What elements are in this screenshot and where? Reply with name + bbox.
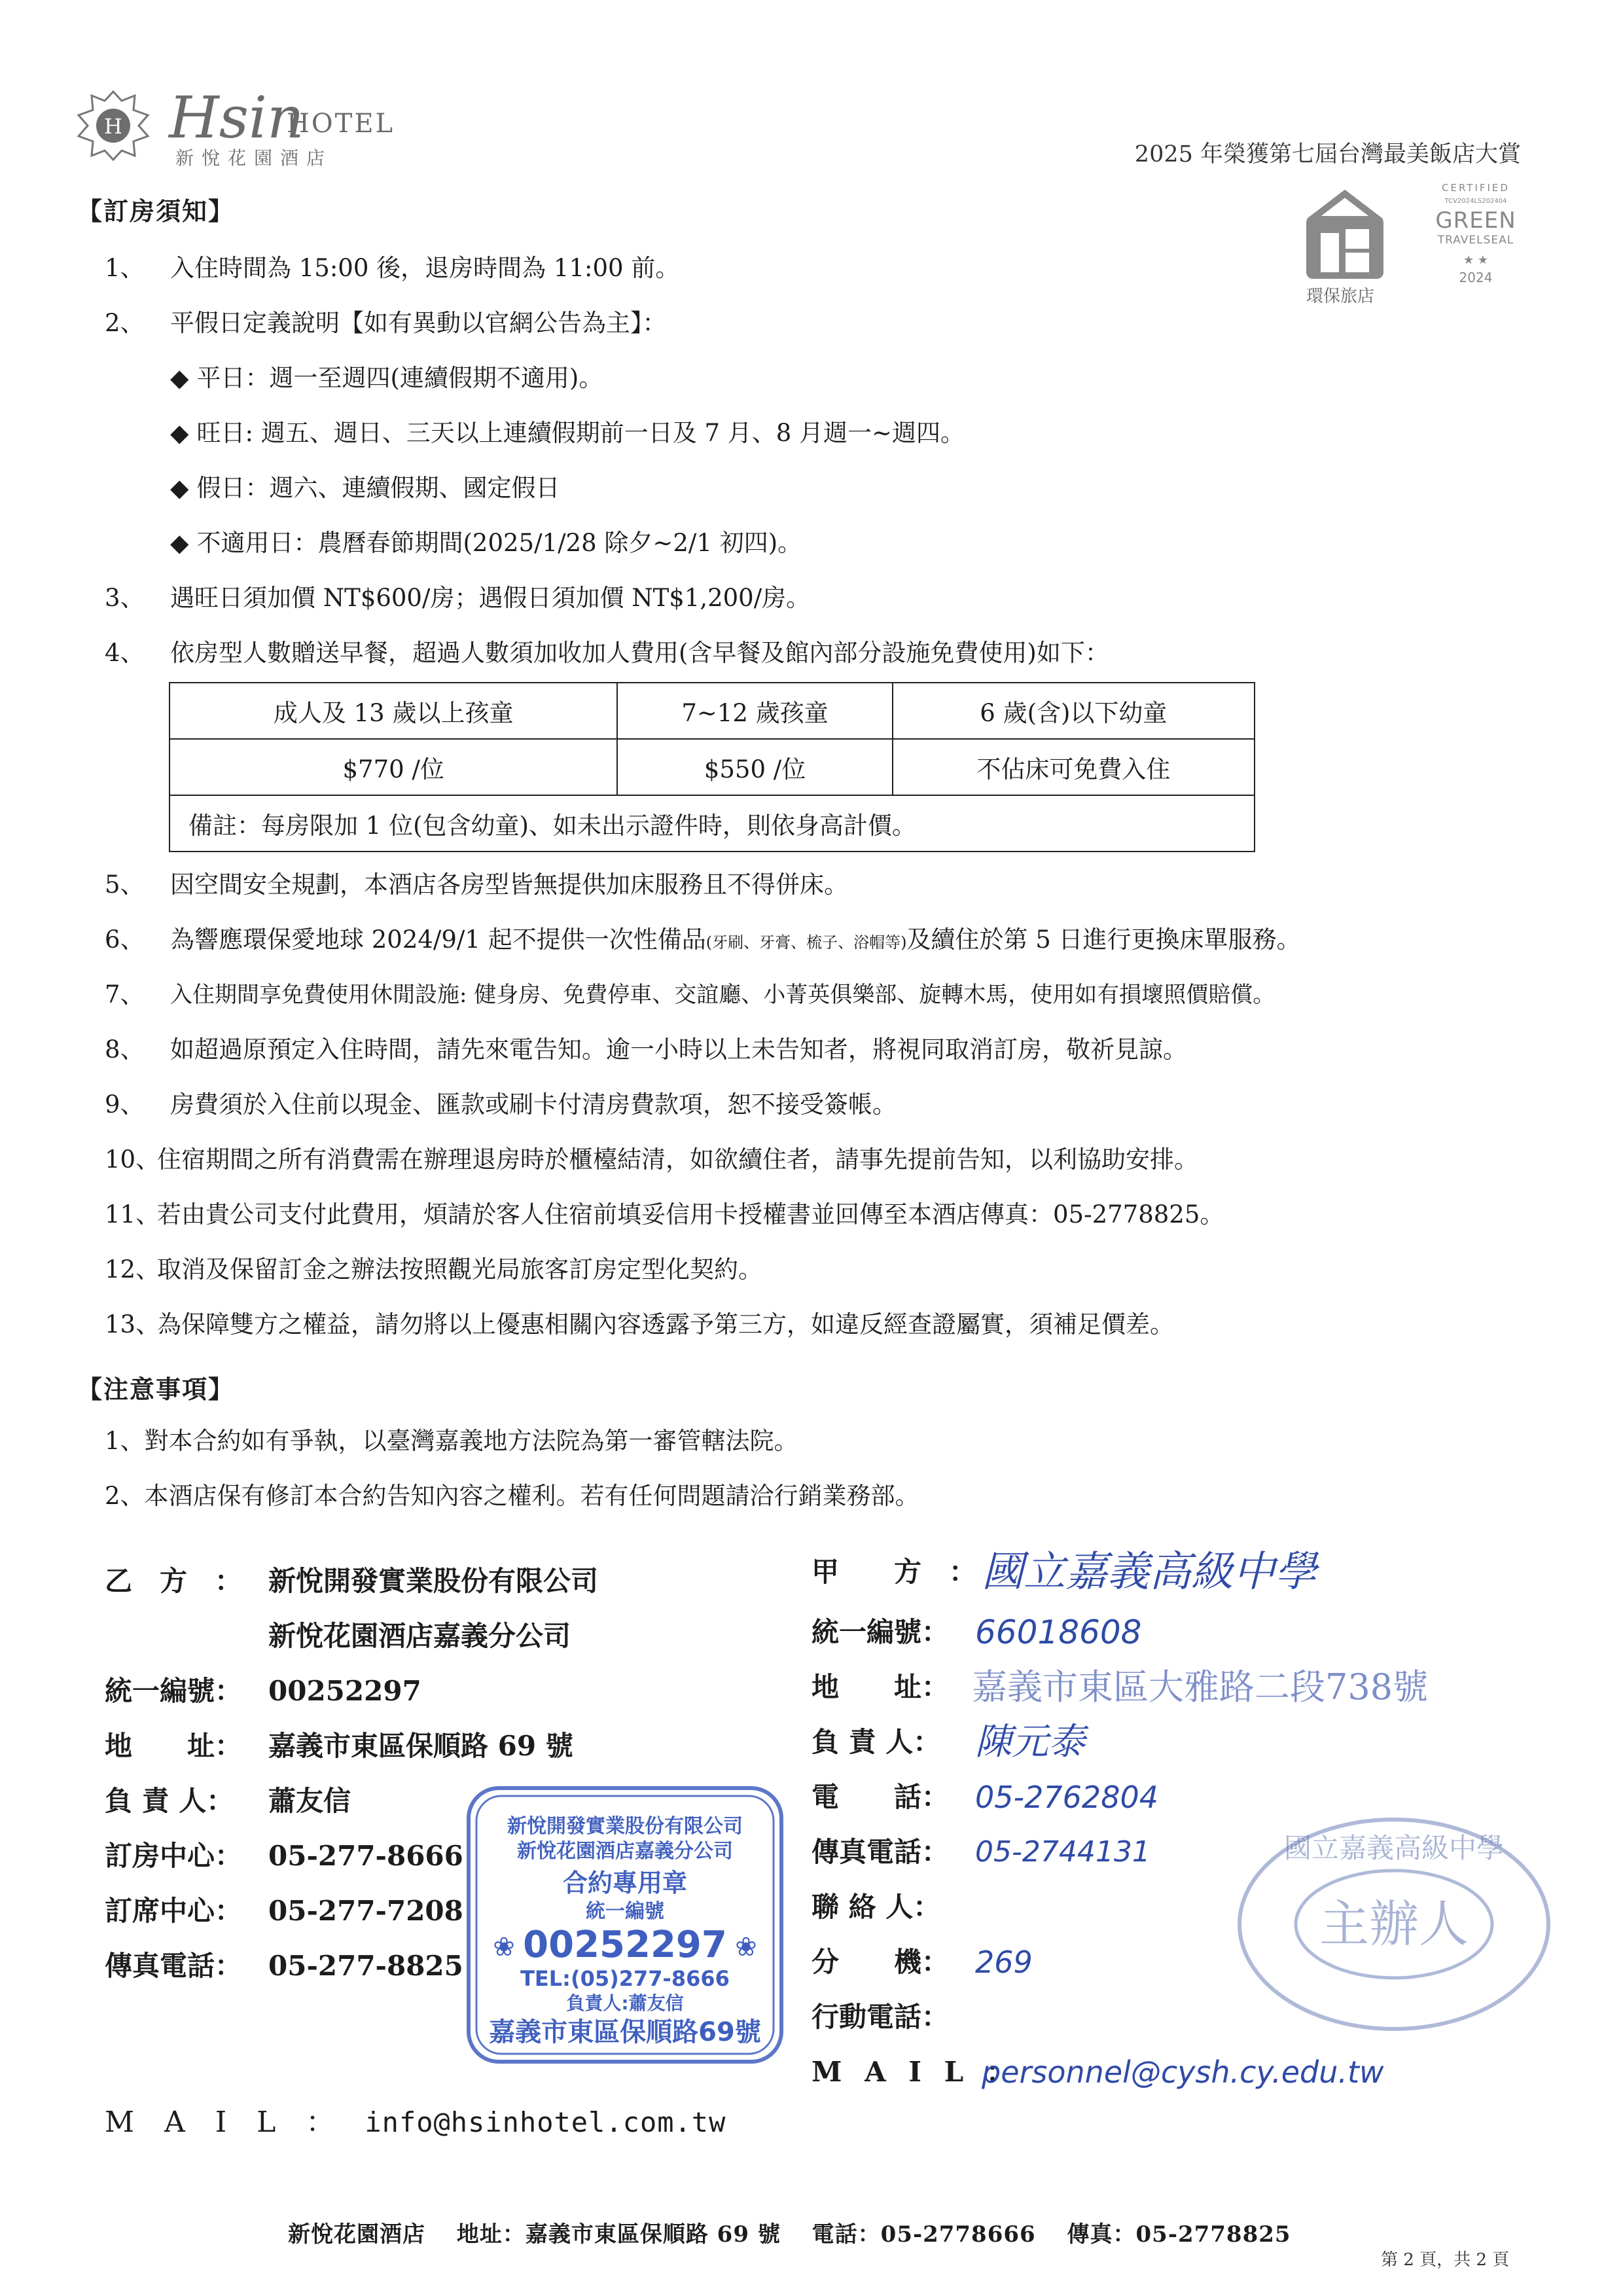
rule-number: 9、 (105, 1090, 145, 1119)
table-header-child: 7~12 歲孩童 (617, 683, 892, 739)
party-b-mail-row (105, 2098, 726, 2140)
party-b-table-phone: 05-277-7208 (268, 1895, 463, 1927)
rule-1 (105, 241, 1571, 296)
label: 地 址： (812, 1671, 950, 1703)
rule-text: 因空間安全規劃，本酒店各房型皆無提供加床服務且不得併床。 (170, 870, 848, 899)
school-stamp (1230, 1806, 1558, 2042)
logo-word: HOTEL (287, 109, 395, 139)
svg-text:H: H (104, 114, 122, 139)
label: M A I L ： (812, 2056, 1020, 2088)
stamp-line-branch: 新悅花園酒店嘉義分公司 (517, 1840, 733, 1863)
sub-text: 假日：週六、連續假期、國定假日 (196, 474, 560, 502)
rule-4 (105, 626, 1571, 681)
rule-text: 入住期間享免費使用休閒設施: 健身房、免費停車、交誼廳、小菁英俱樂部、旋轉木馬，使用如有損壞照價賠償。 (170, 982, 1275, 1008)
seal-green: GREEN (1435, 207, 1516, 234)
rule-10 (105, 1132, 1571, 1187)
hotel-logo (71, 84, 411, 169)
table-header-infant: 6 歲(含)以下幼童 (893, 683, 1255, 739)
notes-list (105, 1414, 919, 1524)
rule-13 (105, 1297, 1571, 1352)
party-a-representative: 陳元泰 (975, 1721, 1085, 1763)
rule-number: 8、 (105, 1035, 145, 1064)
party-b-address: 嘉義市東區保順路 69 號 (268, 1730, 573, 1762)
rule-5 (105, 857, 1571, 912)
rule-text-small: (牙刷、牙膏、梳子、浴帽等) (705, 933, 907, 952)
seal-travelseal: TRAVELSEAL (1437, 234, 1514, 247)
party-b-room-phone: 05-277-8666 (268, 1840, 463, 1872)
party-b-representative: 蕭友信 (268, 1785, 351, 1817)
school-stamp-center: 主辦人 (1319, 1895, 1469, 1953)
rule-text: 取消及保留訂金之辦法按照觀光局旅客訂房定型化契約。 (157, 1255, 762, 1283)
party-a-tax-id: 66018608 (975, 1613, 1142, 1651)
crest-icon (71, 86, 156, 165)
label: 傳真電話： (105, 1950, 243, 1982)
note-1: 1、對本合約如有爭執，以臺灣嘉義地方法院為第一審管轄法院。 (105, 1427, 798, 1455)
extra-person-fee-table (169, 682, 1255, 852)
stamp-line-rep: 負責人:蕭友信 (566, 1992, 684, 2014)
rule-number: 5、 (105, 870, 145, 899)
party-b-company: 新悅開發實業股份有限公司 (268, 1565, 599, 1597)
page-number: 第 2 頁，共 2 頁 (1381, 2250, 1510, 2270)
rule-6 (105, 912, 1571, 967)
logo-subtitle: 新悅花園酒店 (175, 147, 333, 169)
logo-script: Hsin (169, 84, 304, 151)
label: 分 機： (812, 1946, 950, 1978)
footer-contact: 新悅花園酒店 地址：嘉義市東區保順路 69 號 電話：05-2778666 傳真：05-2778825 (288, 2221, 1291, 2248)
diamond-bullet: ◆ (170, 529, 189, 557)
table-row (169, 739, 1255, 795)
party-a-phone: 05-2762804 (975, 1780, 1158, 1815)
party-a-name: 國立嘉義高級中學 (982, 1548, 1317, 1596)
notes-title: 【注意事項】 (77, 1374, 235, 1404)
school-stamp-arc: 國立嘉義高級中學 (1283, 1832, 1505, 1864)
rule-number: 2、 (105, 309, 145, 337)
rule-3 (105, 571, 1571, 626)
label: 負 責 人： (105, 1785, 234, 1817)
party-a-address: 嘉義市東區大雅路二段738號 (972, 1666, 1429, 1708)
sub-text: 旺日: 週五、週日、三天以上連續假期前一日及 7 月、8 月週一~週四。 (196, 419, 965, 447)
flower-icon: ❀ (493, 1932, 515, 1962)
label: 聯 絡 人： (812, 1891, 941, 1923)
party-a-fax: 05-2744131 (975, 1835, 1150, 1869)
rule-number: 11、 (105, 1200, 160, 1229)
rule-number: 10、 (105, 1145, 160, 1174)
rule-2-weekday (105, 351, 1571, 406)
stamp-line-tel: TEL:(05)277-8666 (520, 1966, 730, 1991)
label: 地 址： (105, 1730, 243, 1762)
rule-text: 如超過原預定入住時間，請先來電告知。逾一小時以上未告知者，將視同取消訂房，敬祈見諒。 (170, 1035, 1187, 1064)
rule-2-holiday (105, 461, 1571, 516)
label: 統一編號： (812, 1616, 950, 1648)
rule-number: 4、 (105, 639, 145, 667)
table-cell-child-price: $550 /位 (617, 739, 892, 795)
rule-2 (105, 296, 1571, 351)
stamp-line-address: 嘉義市東區保順路69號 (489, 2017, 761, 2047)
flower-icon: ❀ (735, 1932, 757, 1962)
label: 統一編號： (105, 1675, 243, 1707)
rule-text: 遇旺日須加價 NT$600/房；遇假日須加價 NT$1,200/房。 (170, 584, 811, 612)
rule-text: 若由貴公司支付此費用，煩請於客人住宿前填妥信用卡授權書並回傳至本酒店傳真：05-2778825。 (157, 1200, 1224, 1229)
rule-9 (105, 1077, 1571, 1132)
table-note-row (169, 795, 1255, 852)
rule-number: 3、 (105, 584, 145, 612)
hotel-contract-stamp (465, 1784, 785, 2066)
stamp-line-taxlabel: 統一編號 (586, 1900, 664, 1923)
label: M A I L ： (105, 2106, 346, 2139)
rule-text: 平假日定義說明【如有異動以官網公告為主】： (170, 309, 667, 337)
rule-number: 13、 (105, 1310, 160, 1338)
rule-2-peak (105, 406, 1571, 461)
rule-text: 依房型人數贈送早餐，超過人數須加收加人費用(含早餐及館內部分設施免費使用)如下： (170, 639, 1109, 667)
diamond-bullet: ◆ (170, 419, 189, 447)
label: 負 責 人： (812, 1726, 941, 1758)
note-2: 2、本酒店保有修訂本合約告知內容之權利。若有任何問題請洽行銷業務部。 (105, 1482, 919, 1510)
party-b-tax-id: 00252297 (268, 1675, 421, 1707)
rule-text: 為響應環保愛地球 2024/9/1 起不提供一次性備品 (170, 925, 706, 954)
seal-year: 2024 (1459, 270, 1493, 285)
table-cell-infant-price: 不佔床可免費入住 (893, 739, 1255, 795)
rule-number: 6、 (105, 925, 145, 954)
seal-certified: CERTIFIED (1442, 182, 1510, 194)
party-b-fax: 05-277-8825 (268, 1950, 463, 1982)
rule-text: 及續住於第 5 日進行更換床單服務。 (906, 925, 1301, 954)
party-a-email: personnel@cysh.cy.edu.tw (982, 2054, 1384, 2090)
eco-label: 環保旅店 (1306, 287, 1375, 306)
stamp-line-contract: 合約專用章 (562, 1869, 688, 1897)
label: 甲 方 ： (812, 1556, 977, 1588)
label: 傳真電話： (812, 1836, 950, 1868)
rule-text: 房費須於入住前以現金、匯款或刷卡付清房費款項，恕不接受簽帳。 (170, 1090, 897, 1119)
rule-2-excluded (105, 516, 1571, 571)
seal-stars: ★ ★ (1463, 253, 1488, 267)
rule-number: 12、 (105, 1255, 160, 1283)
rule-number: 1、 (105, 254, 145, 282)
party-b-branch: 新悅花園酒店嘉義分公司 (268, 1620, 571, 1652)
rule-text: 為保障雙方之權益，請勿將以上優惠相關內容透露予第三方，如違反經查證屬實，須補足價差。 (157, 1310, 1174, 1338)
seal-number: TCV2024LS202404 (1444, 198, 1507, 205)
party-b-email: info@hsinhotel.com.tw (365, 2106, 726, 2138)
stamp-line-company: 新悅開發實業股份有限公司 (507, 1815, 743, 1838)
diamond-bullet: ◆ (170, 364, 189, 392)
label: 行動電話： (812, 2001, 950, 2033)
booking-title: 【訂房須知】 (77, 196, 235, 226)
rule-text: 入住時間為 15:00 後，退房時間為 11:00 前。 (170, 254, 680, 282)
booking-rules (105, 241, 1571, 1352)
table-header-adult: 成人及 13 歲以上孩童 (169, 683, 617, 739)
rule-number: 7、 (105, 980, 145, 1009)
award-text: 2025 年榮獲第七屆台灣最美飯店大賞 (1134, 141, 1521, 168)
party-a-extension: 269 (975, 1945, 1033, 1980)
rule-8 (105, 1022, 1571, 1077)
sub-text: 不適用日：農曆春節期間(2025/1/28 除夕~2/1 初四)。 (196, 529, 802, 557)
rule-text: 住宿期間之所有消費需在辦理退房時於櫃檯結清，如欲續住者，請事先提前告知，以利協助安排。 (157, 1145, 1198, 1174)
table-header-row (169, 683, 1255, 739)
label: 電 話： (812, 1781, 950, 1813)
rule-11 (105, 1187, 1571, 1242)
rule-12 (105, 1242, 1571, 1297)
rule-text-group (170, 912, 1301, 970)
label: 訂房中心： (105, 1840, 243, 1872)
stamp-line-taxid: 00252297 (523, 1924, 727, 1966)
rule-7 (105, 967, 1571, 1022)
table-cell-adult-price: $770 /位 (169, 739, 617, 795)
label: 訂席中心： (105, 1895, 243, 1927)
label: 乙 方 ： (105, 1565, 243, 1597)
diamond-bullet: ◆ (170, 474, 189, 502)
sub-text: 平日：週一至週四(連續假期不適用)。 (196, 364, 603, 392)
table-note: 備註：每房限加 1 位(包含幼童)、如未出示證件時，則依身高計價。 (169, 795, 1255, 852)
